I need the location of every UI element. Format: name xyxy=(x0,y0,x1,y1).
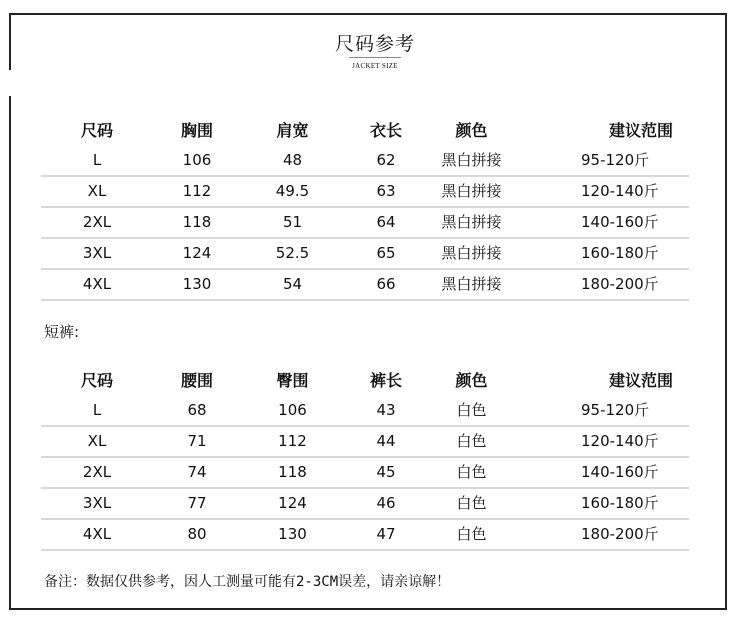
page-subtitle: JACKET SIZE xyxy=(352,62,398,70)
table-cell: 124 xyxy=(278,494,307,512)
header-cell: 胸围 xyxy=(180,121,213,140)
table-cell: 48 xyxy=(282,151,303,169)
jacket-size-table xyxy=(41,116,689,301)
table-cell: 140-160斤 xyxy=(581,463,659,481)
table-row xyxy=(41,270,689,301)
table-cell: 106 xyxy=(182,151,212,169)
table-row xyxy=(41,146,689,177)
table-cell: 54 xyxy=(282,275,303,293)
table-row xyxy=(41,177,689,208)
table-cell: 62 xyxy=(376,151,396,169)
table-cell: 黑白拼接 xyxy=(441,182,502,200)
table-cell: 130 xyxy=(182,275,212,293)
table-cell: 黑白拼接 xyxy=(441,151,502,169)
footnote: 备注：数据仅供参考，因人工测量可能有2-3CM误差，请亲谅解！ xyxy=(44,574,451,590)
table-cell: 124 xyxy=(182,244,212,262)
header-cell: 衣长 xyxy=(369,121,402,140)
header-cell: 建议范围 xyxy=(608,121,673,140)
table-header-row xyxy=(41,116,689,146)
table-cell: 65 xyxy=(376,244,396,262)
header-cell: 尺码 xyxy=(80,371,113,390)
table-cell: 80 xyxy=(187,525,207,543)
table-cell: 46 xyxy=(376,494,396,512)
table-cell: 95-120斤 xyxy=(581,151,650,169)
table-cell: 白色 xyxy=(456,525,487,543)
table-cell: 47 xyxy=(376,525,396,543)
table-cell: 44 xyxy=(376,432,396,450)
table-cell: 黑白拼接 xyxy=(441,244,502,262)
table-cell: 白色 xyxy=(456,463,487,481)
table-cell: 112 xyxy=(182,182,212,200)
table-cell: 71 xyxy=(187,432,207,450)
table-cell: 64 xyxy=(376,213,396,231)
table-row xyxy=(41,208,689,239)
table-cell: 2XL xyxy=(82,213,112,231)
table-cell: 112 xyxy=(278,432,307,450)
header-cell: 裤长 xyxy=(369,371,402,390)
table-cell: 黑白拼接 xyxy=(441,275,502,293)
table-header-row xyxy=(41,366,689,396)
table-cell: 白色 xyxy=(456,432,487,450)
table-cell: 2XL xyxy=(82,463,112,481)
table-cell: 180-200斤 xyxy=(581,275,659,293)
table-cell: 4XL xyxy=(82,275,112,293)
table-cell: 白色 xyxy=(456,401,487,419)
table-row xyxy=(41,427,689,458)
table-cell: 49.5 xyxy=(275,182,310,200)
table-cell: 52.5 xyxy=(275,244,310,262)
table-cell: 120-140斤 xyxy=(581,432,659,450)
table-cell: 77 xyxy=(187,494,207,512)
header-cell: 建议范围 xyxy=(608,371,673,390)
table-row xyxy=(41,396,689,427)
table-cell: 4XL xyxy=(82,525,112,543)
table-cell: 106 xyxy=(278,401,307,419)
table-cell: XL xyxy=(87,182,107,200)
shorts-section-label: 短裤: xyxy=(44,323,80,341)
table-row xyxy=(41,239,689,270)
table-cell: 118 xyxy=(278,463,307,481)
table-cell: 130 xyxy=(278,525,307,543)
table-cell: XL xyxy=(87,432,107,450)
table-cell: 160-180斤 xyxy=(581,494,659,512)
table-cell: 3XL xyxy=(82,244,112,262)
header-cell: 颜色 xyxy=(455,121,488,140)
table-cell: 43 xyxy=(376,401,396,419)
table-cell: L xyxy=(92,151,102,169)
table-cell: 74 xyxy=(187,463,207,481)
header-cell: 肩宽 xyxy=(276,121,309,140)
table-cell: 160-180斤 xyxy=(581,244,659,262)
table-cell: 118 xyxy=(182,213,212,231)
table-cell: 51 xyxy=(282,213,303,231)
table-cell: 95-120斤 xyxy=(581,401,650,419)
table-cell: 140-160斤 xyxy=(581,213,659,231)
frame-gap xyxy=(6,70,12,96)
table-cell: L xyxy=(92,401,102,419)
title-divider xyxy=(349,57,401,58)
header-cell: 颜色 xyxy=(455,371,488,390)
table-cell: 120-140斤 xyxy=(581,182,659,200)
table-cell: 黑白拼接 xyxy=(441,213,502,231)
page-title: 尺码参考 xyxy=(334,33,415,55)
table-cell: 3XL xyxy=(82,494,112,512)
table-cell: 63 xyxy=(376,182,396,200)
header-cell: 臀围 xyxy=(276,371,309,390)
table-row xyxy=(41,489,689,520)
header-cell: 腰围 xyxy=(180,371,213,390)
table-cell: 66 xyxy=(376,275,396,293)
table-cell: 白色 xyxy=(456,494,487,512)
header-cell: 尺码 xyxy=(80,121,113,140)
table-row xyxy=(41,520,689,551)
table-cell: 68 xyxy=(187,401,207,419)
table-row xyxy=(41,458,689,489)
table-cell: 45 xyxy=(376,463,396,481)
shorts-size-table xyxy=(41,366,689,551)
table-cell: 180-200斤 xyxy=(581,525,659,543)
